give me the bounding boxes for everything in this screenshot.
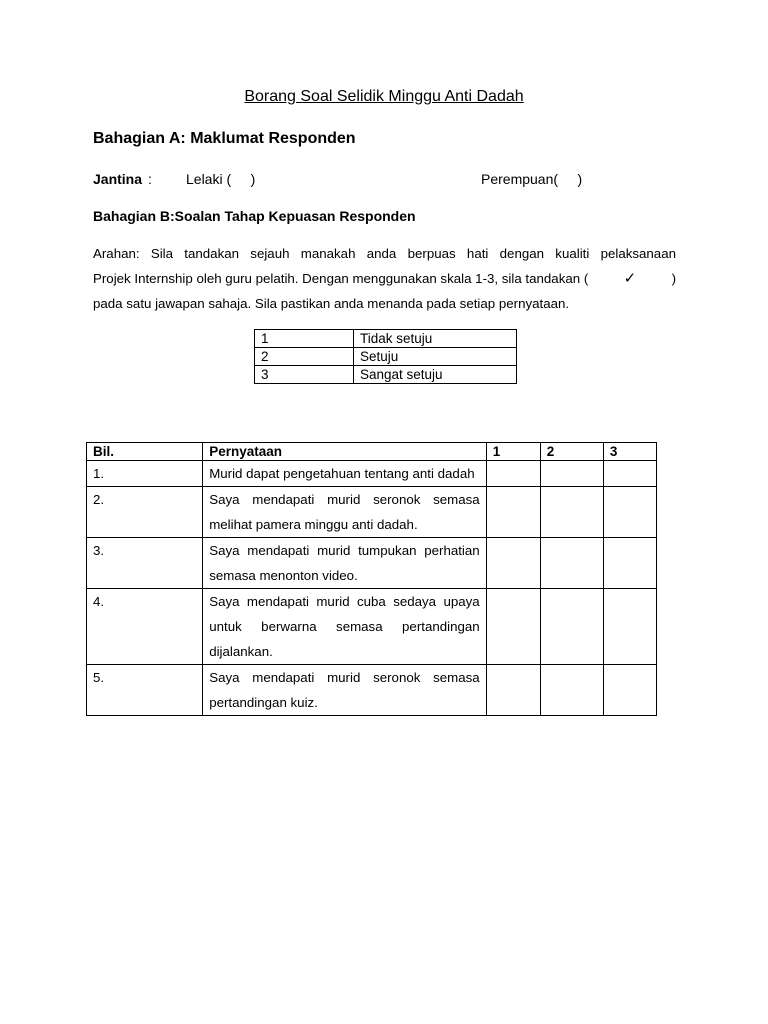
row-number: 1. xyxy=(87,461,203,487)
section-b-heading: Bahagian B:Soalan Tahap Kepuasan Responden xyxy=(93,208,416,224)
row-statement: Saya mendapati murid seronok semasa melihat pamera minggu anti dadah. xyxy=(203,487,486,538)
scale-label: Sangat setuju xyxy=(354,366,517,384)
row-statement: Saya mendapati murid tumpukan perhatian semasa menonton video. xyxy=(203,538,486,589)
answer-cell-2[interactable] xyxy=(540,665,603,716)
instruction-line-with-check xyxy=(93,266,676,291)
section-a-heading: Bahagian A: Maklumat Responden xyxy=(93,130,356,147)
instruction-line: Arahan: Sila tandakan sejauh manakah anda berpuas hati dengan kualiti pelaksanaan xyxy=(93,246,676,261)
check-icon: ✓ xyxy=(623,270,637,287)
instructions xyxy=(93,241,676,316)
answer-cell-3[interactable] xyxy=(603,665,656,716)
answer-cell-2[interactable] xyxy=(540,538,603,589)
row-statement: Saya mendapati murid seronok semasa pertandingan kuiz. xyxy=(203,665,486,716)
scale-legend-table xyxy=(254,329,517,384)
option-female[interactable]: Perempuan( ) xyxy=(481,171,583,187)
answer-cell-3[interactable] xyxy=(603,461,656,487)
header-bil: Bil. xyxy=(87,443,203,461)
answer-cell-1[interactable] xyxy=(486,589,540,665)
gender-row xyxy=(93,171,693,191)
scale-label: Tidak setuju xyxy=(354,330,517,348)
instruction-line: Projek Internship oleh guru pelatih. Dengan menggunakan skala 1-3, sila tandakan ( xyxy=(93,271,589,286)
survey-header-row xyxy=(87,443,657,461)
answer-cell-1[interactable] xyxy=(486,461,540,487)
survey-row xyxy=(87,589,657,665)
answer-cell-2[interactable] xyxy=(540,589,603,665)
row-number: 4. xyxy=(87,589,203,665)
gender-label: Jantina xyxy=(93,171,143,187)
answer-cell-1[interactable] xyxy=(486,487,540,538)
scale-label: Setuju xyxy=(354,348,517,366)
answer-cell-2[interactable] xyxy=(540,461,603,487)
scale-row xyxy=(255,366,517,384)
row-number: 3. xyxy=(87,538,203,589)
survey-row xyxy=(87,538,657,589)
option-male[interactable]: Lelaki ( ) xyxy=(186,171,256,187)
answer-cell-1[interactable] xyxy=(486,665,540,716)
scale-row xyxy=(255,330,517,348)
scale-row xyxy=(255,348,517,366)
survey-row xyxy=(87,665,657,716)
header-scale-1: 1 xyxy=(486,443,540,461)
answer-cell-3[interactable] xyxy=(603,538,656,589)
survey-row xyxy=(87,461,657,487)
answer-cell-2[interactable] xyxy=(540,487,603,538)
close-paren: ) xyxy=(671,271,676,286)
scale-number: 3 xyxy=(255,366,354,384)
scale-number: 1 xyxy=(255,330,354,348)
survey-row xyxy=(87,487,657,538)
header-scale-3: 3 xyxy=(603,443,656,461)
row-number: 2. xyxy=(87,487,203,538)
answer-cell-3[interactable] xyxy=(603,487,656,538)
row-statement: Saya mendapati murid cuba sedaya upaya untuk berwarna semasa pertandingan dijalankan. xyxy=(203,589,486,665)
gender-colon: : xyxy=(148,171,152,187)
scale-number: 2 xyxy=(255,348,354,366)
header-scale-2: 2 xyxy=(540,443,603,461)
answer-cell-3[interactable] xyxy=(603,589,656,665)
header-pernyataan: Pernyataan xyxy=(203,443,486,461)
survey-table xyxy=(86,442,657,716)
form-title: Borang Soal Selidik Minggu Anti Dadah xyxy=(244,88,524,105)
row-number: 5. xyxy=(87,665,203,716)
row-statement: Murid dapat pengetahuan tentang anti dadah xyxy=(203,461,486,487)
instruction-line: pada satu jawapan sahaja. Sila pastikan anda menanda pada setiap pernyataan. xyxy=(93,296,570,311)
answer-cell-1[interactable] xyxy=(486,538,540,589)
